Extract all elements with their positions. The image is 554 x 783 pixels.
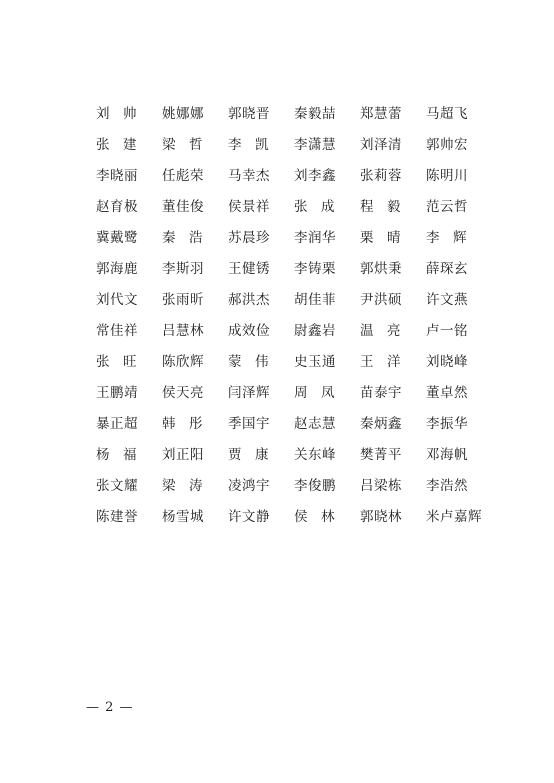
- name-cell: 梁涛: [162, 478, 216, 494]
- name-cell: 李斯羽: [162, 261, 204, 277]
- name-cell: 陈欣辉: [162, 354, 204, 370]
- name-cell: 苗泰宇: [360, 385, 402, 401]
- name-cell: 范云哲: [426, 199, 468, 215]
- name-cell: 刘晓峰: [426, 354, 468, 370]
- name-cell: 邓海帆: [426, 447, 468, 463]
- name-cell: 李潇慧: [294, 137, 336, 153]
- name-cell: 吕梁栋: [360, 478, 402, 494]
- name-cell: 杨雪城: [162, 509, 204, 525]
- name-cell: 张文耀: [96, 478, 138, 494]
- page-number: — 2 —: [86, 700, 134, 715]
- name-cell: 姚娜娜: [162, 106, 204, 122]
- name-cell: 常佳祥: [96, 323, 138, 339]
- name-cell: 郭海鹿: [96, 261, 138, 277]
- name-cell: 李凯: [228, 137, 282, 153]
- name-cell: 李浩然: [426, 478, 468, 494]
- name-cell: 刘帅: [96, 106, 150, 122]
- name-cell: 郝洪杰: [228, 292, 270, 308]
- name-cell: 尹洪硕: [360, 292, 402, 308]
- name-cell: 马超飞: [426, 106, 468, 122]
- name-cell: 许文静: [228, 509, 270, 525]
- name-cell: 郭晓林: [360, 509, 402, 525]
- name-cell: 赵志慧: [294, 416, 336, 432]
- name-cell: 王健锈: [228, 261, 270, 277]
- name-cell: 赵育极: [96, 199, 138, 215]
- name-cell: 秦浩: [162, 230, 216, 246]
- name-cell: 薛琛玄: [426, 261, 468, 277]
- name-list: [96, 99, 496, 533]
- name-cell: 刘正阳: [162, 447, 204, 463]
- name-cell: 侯林: [294, 509, 348, 525]
- name-cell: 成效俭: [228, 323, 270, 339]
- name-cell: 冀戴鹭: [96, 230, 138, 246]
- name-cell: 张莉蓉: [360, 168, 402, 184]
- name-cell: 郑慧蕾: [360, 106, 402, 122]
- name-cell: 蒙伟: [228, 354, 282, 370]
- name-cell: 尉鑫岩: [294, 323, 336, 339]
- name-cell: 侯天亮: [162, 385, 204, 401]
- name-cell: 李振华: [426, 416, 468, 432]
- name-cell: 梁哲: [162, 137, 216, 153]
- name-cell: 董卓然: [426, 385, 468, 401]
- name-cell: 程毅: [360, 199, 414, 215]
- name-cell: 韩彤: [162, 416, 216, 432]
- name-cell: 秦炳鑫: [360, 416, 402, 432]
- name-cell: 董佳俊: [162, 199, 204, 215]
- name-cell: 李铸栗: [294, 261, 336, 277]
- name-cell: 郭帅宏: [426, 137, 468, 153]
- name-cell: 季国宇: [228, 416, 270, 432]
- name-cell: 暴正超: [96, 416, 138, 432]
- name-cell: 樊菁平: [360, 447, 402, 463]
- name-cell: 张成: [294, 199, 348, 215]
- name-cell: 李俊鹏: [294, 478, 336, 494]
- name-cell: 郭晓晋: [228, 106, 270, 122]
- name-cell: 刘李鑫: [294, 168, 336, 184]
- name-cell: 闫泽辉: [228, 385, 270, 401]
- name-cell: 史玉通: [294, 354, 336, 370]
- name-cell: 栗晴: [360, 230, 414, 246]
- name-cell: 张旺: [96, 354, 150, 370]
- name-cell: 周凤: [294, 385, 348, 401]
- name-cell: 李润华: [294, 230, 336, 246]
- name-cell: 苏晨珍: [228, 230, 270, 246]
- name-cell: 许文燕: [426, 292, 468, 308]
- name-cell: 任彪荣: [162, 168, 204, 184]
- name-cell: 米卢嘉辉: [426, 509, 482, 525]
- name-cell: 温亮: [360, 323, 414, 339]
- name-cell: 秦毅喆: [294, 106, 336, 122]
- name-cell: 张建: [96, 137, 150, 153]
- name-cell: 王鹏靖: [96, 385, 138, 401]
- name-cell: 吕慧林: [162, 323, 204, 339]
- name-cell: 陈建誉: [96, 509, 138, 525]
- name-cell: 胡佳菲: [294, 292, 336, 308]
- name-cell: 刘代文: [96, 292, 138, 308]
- name-cell: 卢一铭: [426, 323, 468, 339]
- name-cell: 贾康: [228, 447, 282, 463]
- name-cell: 张雨昕: [162, 292, 204, 308]
- name-cell: 马幸杰: [228, 168, 270, 184]
- name-cell: 王洋: [360, 354, 414, 370]
- name-cell: 李辉: [426, 230, 480, 246]
- name-cell: 刘泽清: [360, 137, 402, 153]
- name-cell: 陈明川: [426, 168, 468, 184]
- name-cell: 凌鸿宇: [228, 478, 270, 494]
- name-cell: 杨福: [96, 447, 150, 463]
- name-cell: 侯景祥: [228, 199, 270, 215]
- name-cell: 郭烘秉: [360, 261, 402, 277]
- name-cell: 关东峰: [294, 447, 336, 463]
- name-cell: 李晓丽: [96, 168, 138, 184]
